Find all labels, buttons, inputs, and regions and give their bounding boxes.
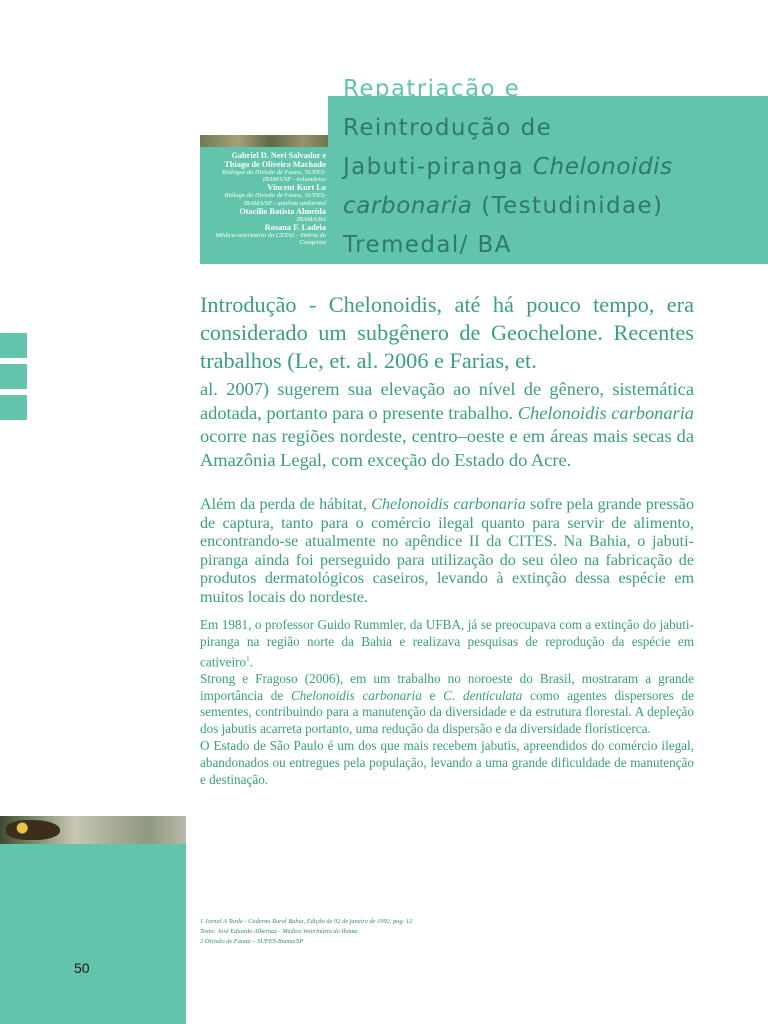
intro-paragraph-large: Introdução - Chelonoidis, até há pouco tempo, era considerado um subgênero de Geochelone. Recentes trabalhos (Le, et. al. 2006 e Farias, et. <box>200 292 694 373</box>
author-name: Gabriel D. Neri Salvador e <box>231 151 326 160</box>
text-run: al. 2007) sugerem sua elevação ao nível de gênero, sistemática adotada, portanto para o presente trabalho. <box>200 379 694 423</box>
species-name: Chelonoidis carbonaria <box>517 402 694 423</box>
species-name: Chelonoidis carbonaria <box>371 496 526 513</box>
title-line: (Testudinidae) <box>472 193 664 219</box>
authors-block <box>204 151 326 246</box>
author-role: IBAMA/BA <box>296 215 326 223</box>
author-role: Médica-veterinária do CETAS - Vitória da Conquista <box>215 232 326 247</box>
text-run: sofre pela grande pressão de captura, tanto para o comércio ilegal quanto para servir de alimento, encontrando-se atualmente no apêndice II da CITES. Na Bahia, o jabuti-piranga ainda foi perseguido para utilização do seu óleo na fabricação de produtos dermatológicos caseiros, levando à extinção dessa espécie em muitos locais do nordeste. <box>200 496 694 606</box>
author-name: Rosana F. Ladeia <box>264 223 326 233</box>
text-run: Em 1981, o professor Guido Rummler, da UFBA, já se preocupava com a extinção do jabuti-piranga na região norte da Bahia e realizava pesquisas de reprodução da espécie em cativeiro <box>200 617 694 669</box>
text-run: Strong e Fragoso (2006), em um trabalho no noroeste do Brasil, mostraram a grande importância de <box>200 670 694 703</box>
footnote: 1 Jornal A Tarde - Caderno Rural Bahia, Edição de 02 de janeiro de 1992, pag. 12 <box>200 918 413 925</box>
author-name: Thiago de Oliveira Machado <box>224 160 326 169</box>
title-line: Repatriação e <box>343 76 521 102</box>
article-title <box>343 70 763 265</box>
author-name: Otacílio Batista Almeida <box>239 206 326 216</box>
text-run: ocorre nas regiões nordeste, centro–oeste e em áreas mais secas da Amazônia Legal, com exceção do Estado do Acre. <box>200 426 694 470</box>
author-role: Biólogos da Divisão de Fauna, SUPES-IBAMA/SP - voluntários <box>222 169 326 184</box>
intro-paragraph <box>200 378 694 472</box>
photo-strip-image <box>200 135 328 147</box>
footnote-ref: 1 <box>246 654 250 663</box>
text-run: Além da perda de hábitat, <box>200 496 372 513</box>
title-species: Chelonoidis <box>532 154 673 180</box>
side-square-decoration <box>0 395 27 420</box>
author-name: Vincent Kurt Lo <box>267 183 326 193</box>
footnotes <box>200 917 620 947</box>
body-paragraph <box>200 617 694 671</box>
turtle-photo-detail <box>6 820 60 840</box>
footnote: 2 Divisão de Fauna – SUPES-Ibama/SP <box>200 938 304 945</box>
footnote: Texto: José Eduardo Albernaz - Médico Veterinário do Ibama <box>200 928 358 935</box>
body-paragraph <box>200 496 694 608</box>
text-run: como agentes dispersores de sementes, contribuindo para a manutenção da diversidade e da estrutura florestal. A depleção dos jabutis acarreta portanto, uma redução da dispersão e da diversidade florísticerca. <box>200 687 694 737</box>
species-name: C. denticulata <box>443 687 523 703</box>
title-line: Jabuti-piranga <box>343 154 533 180</box>
bottom-color-block <box>0 844 186 1024</box>
title-line: Reintrodução de <box>343 115 553 141</box>
text-run: e <box>421 687 444 703</box>
body-paragraph: O Estado de São Paulo é um dos que mais recebem jabutis, apreendidos do comércio ilegal, abandonados ou entregues pela população, levando a uma grande dificuldade de manutenção e destinação. <box>200 737 694 787</box>
title-species: carbonaria <box>343 193 473 219</box>
title-line: Tremedal/ BA <box>343 232 512 258</box>
text-run: . <box>249 653 253 669</box>
body-paragraphs-small <box>200 617 694 788</box>
body-paragraph <box>200 671 694 738</box>
side-square-decoration <box>0 333 27 358</box>
author-role: Biólogo da Divisão de Fauna, SUPES-IBAMA/SP - analista ambiental <box>224 192 326 207</box>
species-name: Chelonoidis carbonaria <box>290 687 422 703</box>
side-square-decoration <box>0 364 27 389</box>
page-number: 50 <box>74 960 90 976</box>
